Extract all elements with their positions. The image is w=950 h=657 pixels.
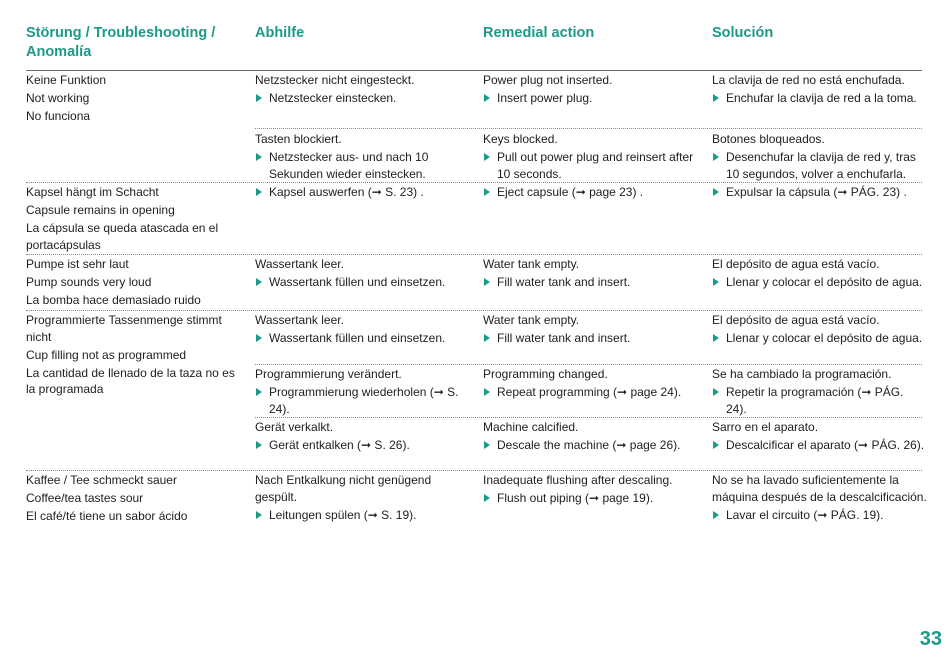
- remedy-cell-en: [483, 256, 698, 291]
- action-text: Insert power plug.: [497, 91, 593, 105]
- action-text: Descale the machine (➞ page 26).: [497, 438, 681, 452]
- action-text: Wassertank füllen und einsetzen.: [269, 275, 446, 289]
- cause-text: Nach Entkalkung nicht genügend gespült.: [255, 473, 432, 504]
- action-item: [483, 437, 698, 454]
- cause-text: Wassertank leer.: [255, 257, 344, 271]
- header-problem: Störung / Troubleshooting / Anomalía: [26, 25, 216, 60]
- problem-de: Keine Funktion: [26, 73, 107, 87]
- arrow-right-icon: [484, 278, 490, 286]
- cause-text: Machine calcified.: [483, 420, 579, 434]
- arrow-right-icon: [256, 153, 262, 161]
- remedy-cell-de: [255, 184, 470, 201]
- action-item: [255, 384, 470, 417]
- action-text: Enchufar la clavija de red a la toma.: [726, 91, 917, 105]
- remedy-cell-de: [255, 131, 470, 182]
- cause-text: Water tank empty.: [483, 313, 580, 327]
- arrow-right-icon: [484, 153, 490, 161]
- action-text: Fill water tank and insert.: [497, 331, 631, 345]
- remedy-cell-en: [483, 184, 698, 201]
- arrow-right-icon: [713, 511, 719, 519]
- cause-text: No se ha lavado suficientemente la máquina después de la descalcificación.: [712, 473, 927, 504]
- row-divider: [26, 470, 922, 471]
- header-remedy-es: Solución: [712, 25, 774, 41]
- problem-de: Pumpe ist sehr laut: [26, 257, 129, 271]
- cause-text: Tasten blockiert.: [255, 132, 342, 146]
- action-item: [712, 184, 927, 201]
- action-text: Gerät entkalken (➞ S. 26).: [269, 438, 410, 452]
- action-text: Fill water tank and insert.: [497, 275, 631, 289]
- remedy-cell-es: [712, 256, 927, 291]
- action-text: Llenar y colocar el depósito de agua.: [726, 331, 923, 345]
- action-item: [255, 274, 470, 291]
- action-text: Desenchufar la clavija de red y, tras 10 segundos, volver a enchufarla.: [726, 150, 916, 181]
- action-item: [255, 149, 470, 182]
- arrow-right-icon: [256, 334, 262, 342]
- row-divider: [26, 310, 922, 311]
- action-text: Eject capsule (➞ page 23) .: [497, 185, 644, 199]
- arrow-right-icon: [713, 388, 719, 396]
- arrow-right-icon: [256, 188, 262, 196]
- arrow-right-icon: [256, 511, 262, 519]
- problem-es: La cantidad de llenado de la taza no es la programada: [26, 365, 235, 396]
- action-text: Leitungen spülen (➞ S. 19).: [269, 507, 417, 522]
- action-item: [483, 384, 698, 401]
- arrow-right-icon: [484, 188, 490, 196]
- cause-text: Netzstecker nicht eingesteckt.: [255, 73, 415, 87]
- remedy-cell-es: [712, 472, 927, 523]
- action-text: Repeat programming (➞ page 24).: [497, 385, 682, 399]
- problem-cell: [26, 72, 246, 126]
- remedy-cell-en: [483, 131, 698, 182]
- action-item: [483, 149, 698, 182]
- action-item: [483, 490, 698, 507]
- cause-text: Sarro en el aparato.: [712, 420, 819, 434]
- remedy-cell-de: [255, 72, 470, 107]
- action-item: [712, 437, 927, 454]
- problem-cell: [26, 256, 246, 310]
- action-item: [712, 149, 927, 182]
- arrow-right-icon: [713, 94, 719, 102]
- problem-en: Coffee/tea tastes sour: [26, 491, 144, 505]
- problem-de: Programmierte Tassenmenge stimmt nicht: [26, 313, 222, 344]
- remedy-cell-es: [712, 184, 927, 201]
- action-item: [712, 507, 927, 524]
- row-divider: [255, 417, 922, 418]
- cause-text: Wassertank leer.: [255, 313, 344, 327]
- remedy-cell-es: [712, 131, 927, 182]
- remedy-cell-de: [255, 256, 470, 291]
- cause-text: Gerät verkalkt.: [255, 420, 334, 434]
- action-text: Llenar y colocar el depósito de agua.: [726, 275, 923, 289]
- arrow-right-icon: [256, 94, 262, 102]
- action-text: Pull out power plug and reinsert after 10 seconds.: [497, 150, 694, 181]
- arrow-right-icon: [484, 94, 490, 102]
- remedy-cell-de: [255, 419, 470, 454]
- remedy-cell-es: [712, 366, 927, 417]
- problem-es: La cápsula se queda atascada en el portacápsulas: [26, 221, 219, 252]
- header-remedy-de: Abhilfe: [255, 25, 305, 41]
- remedy-cell-de: [255, 472, 470, 523]
- page-number: 33: [919, 628, 942, 650]
- row-divider: [26, 182, 922, 183]
- action-item: [712, 90, 927, 107]
- arrow-right-icon: [484, 441, 490, 449]
- cause-text: Inadequate flushing after descaling.: [483, 473, 673, 487]
- action-item: [712, 274, 927, 291]
- arrow-right-icon: [484, 494, 490, 502]
- action-item: [255, 437, 470, 454]
- problem-en: Capsule remains in opening: [26, 203, 175, 217]
- action-text: Expulsar la cápsula (➞ PÁG. 23) .: [726, 185, 907, 199]
- header-rule: [26, 70, 922, 71]
- arrow-right-icon: [713, 153, 719, 161]
- header-remedy-en: Remedial action: [483, 25, 595, 41]
- action-item: [483, 184, 698, 201]
- problem-de: Kapsel hängt im Schacht: [26, 185, 159, 199]
- action-item: [255, 90, 470, 107]
- remedy-cell-es: [712, 72, 927, 107]
- arrow-right-icon: [256, 278, 262, 286]
- arrow-right-icon: [713, 334, 719, 342]
- action-item: [483, 90, 698, 107]
- cause-text: La clavija de red no está enchufada.: [712, 73, 905, 87]
- cause-text: Keys blocked.: [483, 132, 558, 146]
- row-divider: [255, 364, 922, 365]
- arrow-right-icon: [713, 188, 719, 196]
- problem-en: Not working: [26, 91, 90, 105]
- remedy-cell-en: [483, 366, 698, 401]
- action-text: Lavar el circuito (➞ PÁG. 19).: [726, 507, 884, 522]
- action-text: Programmierung wiederholen (➞ S. 24).: [269, 385, 459, 416]
- action-text: Kapsel auswerfen (➞ S. 23) .: [269, 185, 424, 199]
- problem-cell: [26, 312, 246, 399]
- action-item: [255, 184, 470, 201]
- action-item: [255, 330, 470, 347]
- action-item: [483, 330, 698, 347]
- cause-text: El depósito de agua está vacío.: [712, 313, 880, 327]
- action-text: Flush out piping (➞ page 19).: [497, 491, 654, 505]
- action-text: Netzstecker einstecken.: [269, 91, 397, 105]
- action-text: Wassertank füllen und einsetzen.: [269, 331, 446, 345]
- action-text: Netzstecker aus- und nach 10 Sekunden wieder einstecken.: [269, 150, 429, 181]
- row-divider: [255, 128, 922, 129]
- arrow-right-icon: [484, 334, 490, 342]
- problem-es: No funciona: [26, 109, 91, 123]
- action-item: [712, 384, 927, 417]
- remedy-cell-de: [255, 366, 470, 417]
- problem-es: La bomba hace demasiado ruido: [26, 293, 201, 307]
- cause-text: Botones bloqueados.: [712, 132, 825, 146]
- cause-text: Se ha cambiado la programación.: [712, 367, 892, 381]
- action-item: [483, 274, 698, 291]
- cause-text: Programmierung verändert.: [255, 367, 402, 381]
- action-text: Repetir la programación (➞ PÁG. 24).: [726, 385, 904, 416]
- arrow-right-icon: [713, 278, 719, 286]
- problem-en: Pump sounds very loud: [26, 275, 152, 289]
- remedy-cell-en: [483, 72, 698, 107]
- remedy-cell-en: [483, 472, 698, 507]
- arrow-right-icon: [484, 388, 490, 396]
- action-item: [255, 507, 470, 524]
- arrow-right-icon: [256, 388, 262, 396]
- remedy-cell-de: [255, 312, 470, 347]
- remedy-cell-en: [483, 312, 698, 347]
- remedy-cell-es: [712, 419, 927, 454]
- arrow-right-icon: [256, 441, 262, 449]
- action-item: [712, 330, 927, 347]
- arrow-right-icon: [713, 441, 719, 449]
- problem-en: Cup filling not as programmed: [26, 347, 187, 362]
- remedy-cell-en: [483, 419, 698, 454]
- remedy-cell-es: [712, 312, 927, 347]
- action-text: Descalcificar el aparato (➞ PÁG. 26).: [726, 438, 925, 452]
- problem-cell: [26, 472, 246, 526]
- cause-text: Programming changed.: [483, 367, 608, 381]
- problem-de: Kaffee / Tee schmeckt sauer: [26, 473, 177, 487]
- problem-cell: [26, 184, 246, 255]
- cause-text: Power plug not inserted.: [483, 73, 613, 87]
- problem-es: El café/té tiene un sabor ácido: [26, 509, 188, 523]
- cause-text: Water tank empty.: [483, 257, 580, 271]
- cause-text: El depósito de agua está vacío.: [712, 257, 880, 271]
